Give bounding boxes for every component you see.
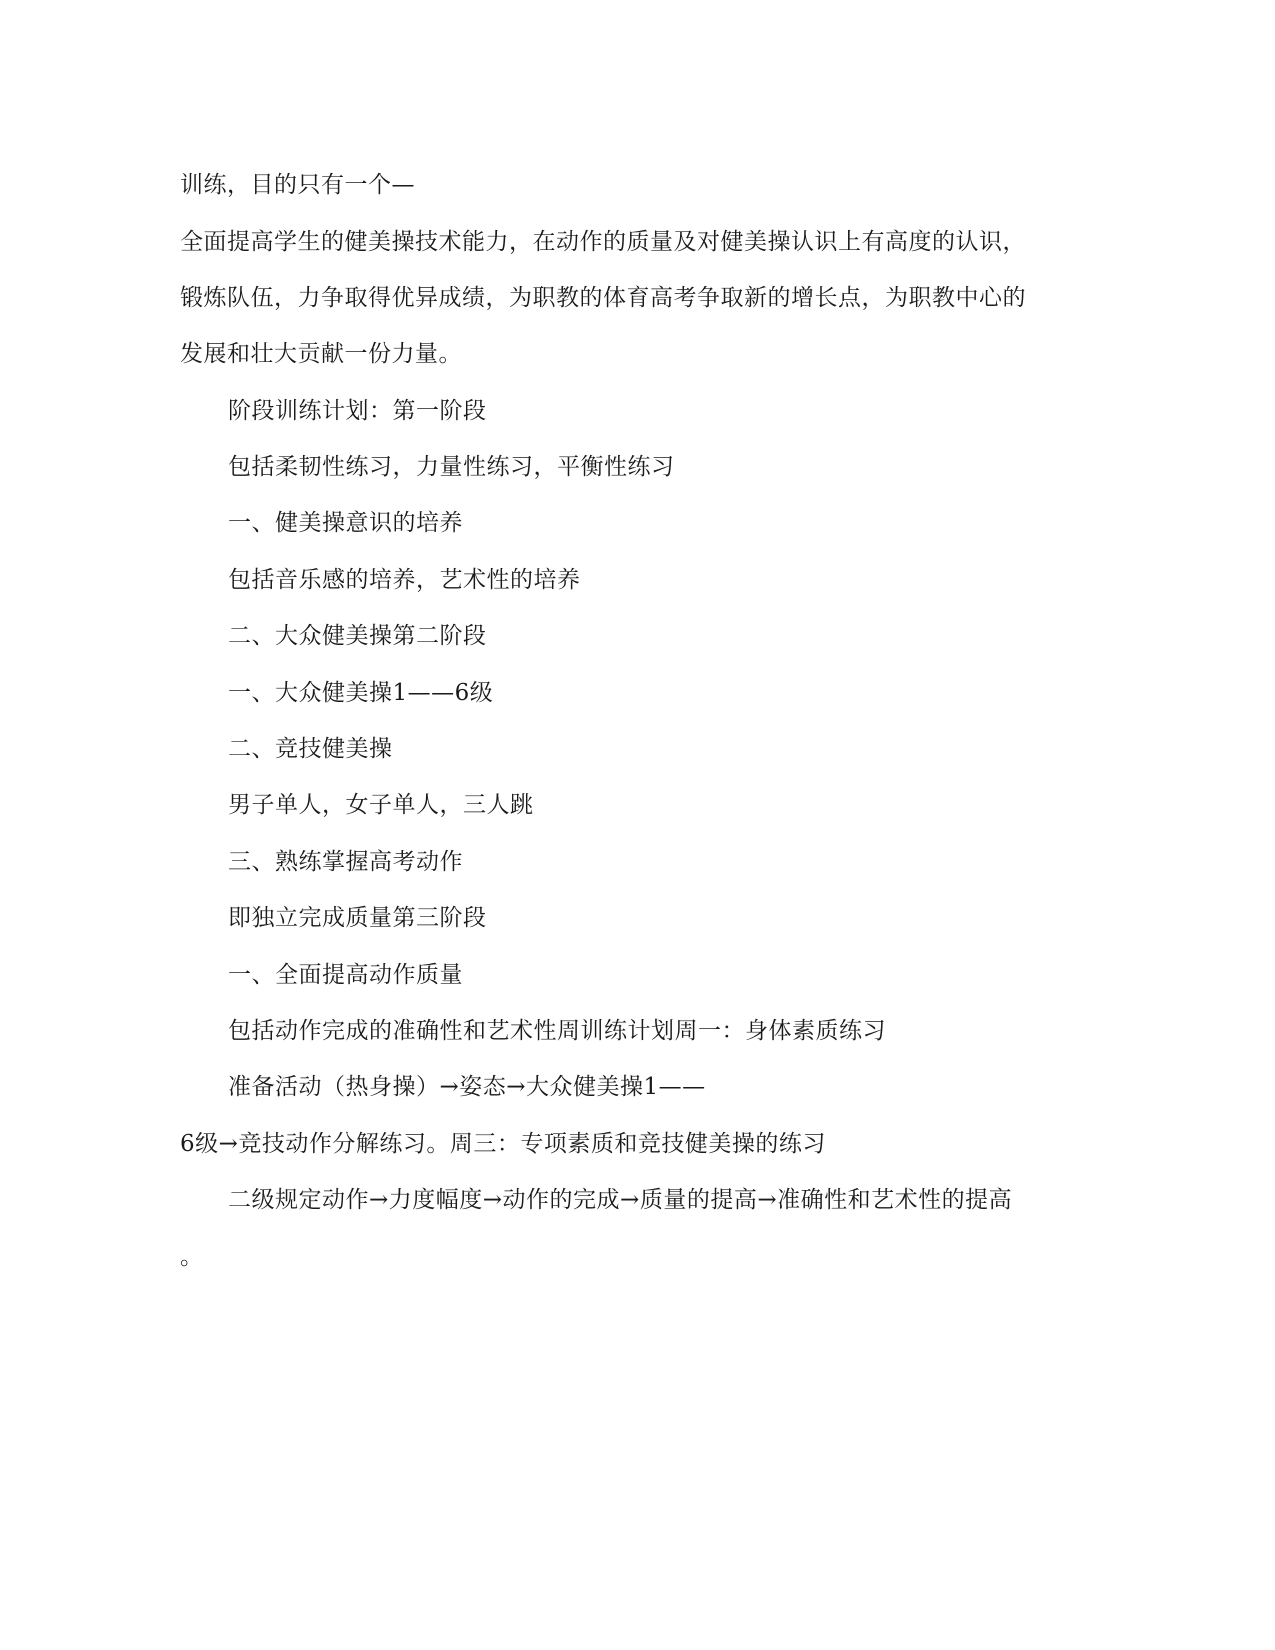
text-line: 发展和壮大贡献一份力量。: [180, 341, 462, 367]
text-line: 男子单人，女子单人，三人跳: [228, 792, 534, 818]
text-line: 二级规定动作→力度幅度→动作的完成→质量的提高→准确性和艺术性的提高: [228, 1187, 1013, 1213]
text-line: 二、大众健美操第二阶段: [228, 623, 487, 649]
text-line: 一、全面提高动作质量: [228, 962, 463, 988]
text-line: 三、熟练掌握高考动作: [228, 849, 463, 875]
text-line: 训练，目的只有一个—: [180, 172, 415, 198]
text-line: 一、健美操意识的培养: [228, 510, 463, 536]
text-line: 全面提高学生的健美操技术能力，在动作的质量及对健美操认识上有高度的认识，: [180, 229, 1026, 255]
text-line: 包括柔韧性练习，力量性练习，平衡性练习: [228, 454, 675, 480]
text-line: 。: [180, 1244, 204, 1270]
text-line: 准备活动（热身操）→姿态→大众健美操1——: [228, 1074, 706, 1100]
text-line: 阶段训练计划：第一阶段: [228, 398, 487, 424]
text-line: 即独立完成质量第三阶段: [228, 905, 487, 931]
text-line: 6级→竞技动作分解练习。周三：专项素质和竞技健美操的练习: [180, 1131, 826, 1157]
text-line: 锻炼队伍，力争取得优异成绩，为职教的体育高考争取新的增长点，为职教中心的: [180, 285, 1026, 311]
text-line: 包括动作完成的准确性和艺术性周训练计划周一：身体素质练习: [228, 1018, 886, 1044]
text-line: 二、竞技健美操: [228, 736, 393, 762]
text-line: 一、大众健美操1——6级: [228, 680, 494, 706]
text-line: 包括音乐感的培养，艺术性的培养: [228, 567, 581, 593]
